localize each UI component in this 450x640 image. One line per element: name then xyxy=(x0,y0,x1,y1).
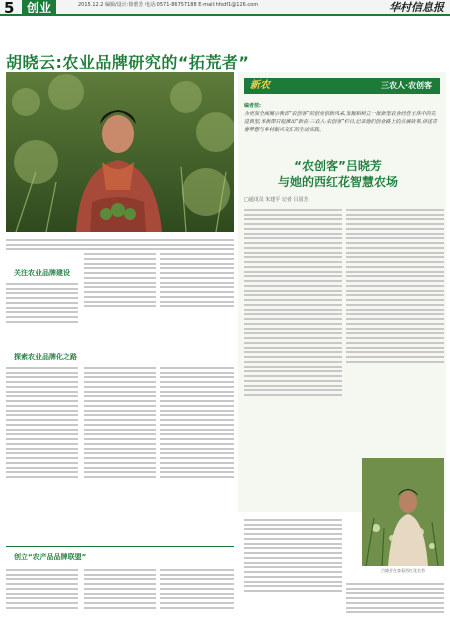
editor-note: 为更加全面展示我省“农创客”的创业创新风采,发掘和树立一批新型农业经营主体中的先进典型,本报即日起推出“新农·三农人·农创客”栏目,记录他们创业路上的点滴故事,讲述青春梦想与乡村振兴交汇的生动实践。 xyxy=(244,111,438,133)
feature-sidebar xyxy=(238,72,446,512)
sidebar-body-col-1 xyxy=(244,206,342,506)
body-col-9 xyxy=(160,566,234,636)
edition-meta: 2015.12.2 编辑/设计:徐蕾芳 电话:0571-86757188 E-mail:hfsdf1@126.com xyxy=(78,2,259,8)
body-col-2 xyxy=(84,236,156,350)
newspaper-name: 华村信息报 xyxy=(389,1,444,14)
sidebar-body-col-4 xyxy=(346,580,444,636)
subhead-2: 探索农业品牌化之路 xyxy=(14,353,77,361)
page-headline: 胡晓云:农业品牌研究的“拓荒者” xyxy=(6,53,250,72)
inset-photo xyxy=(362,458,444,566)
section-rule xyxy=(6,546,234,547)
body-col-1 xyxy=(6,280,78,350)
body-col-7 xyxy=(6,566,78,636)
section-label: 创业 xyxy=(22,0,56,16)
banner-title: 三农人·农创客 xyxy=(380,81,432,90)
editor-label: 编者按: xyxy=(244,103,261,109)
subhead-3: 创立“农产品品牌联盟” xyxy=(14,553,87,561)
banner-tag: 新农 xyxy=(250,80,270,91)
body-col-3 xyxy=(160,236,234,350)
body-col-8 xyxy=(84,566,156,636)
lead-photo xyxy=(6,72,234,232)
feature-banner xyxy=(244,78,440,94)
page-number: 5 xyxy=(4,0,15,17)
title-line-1: “农创客”吕晓芳 xyxy=(294,159,382,173)
sidebar-article-title xyxy=(278,158,398,190)
subhead-1: 关注农业品牌建设 xyxy=(14,269,70,277)
body-col-4 xyxy=(6,364,78,544)
title-line-2: 与她的西红花智慧农场 xyxy=(278,175,399,189)
body-col-5 xyxy=(84,364,156,544)
article-byline: □通讯员 朱建平 记者 吕国芳 xyxy=(244,197,309,203)
inset-photo-caption: 吕晓芳在查看西红花长势 xyxy=(381,568,425,573)
sidebar-body-col-3 xyxy=(244,516,342,636)
top-bar xyxy=(0,0,450,16)
body-col-6 xyxy=(160,364,234,544)
sidebar-body-col-2 xyxy=(346,206,444,454)
